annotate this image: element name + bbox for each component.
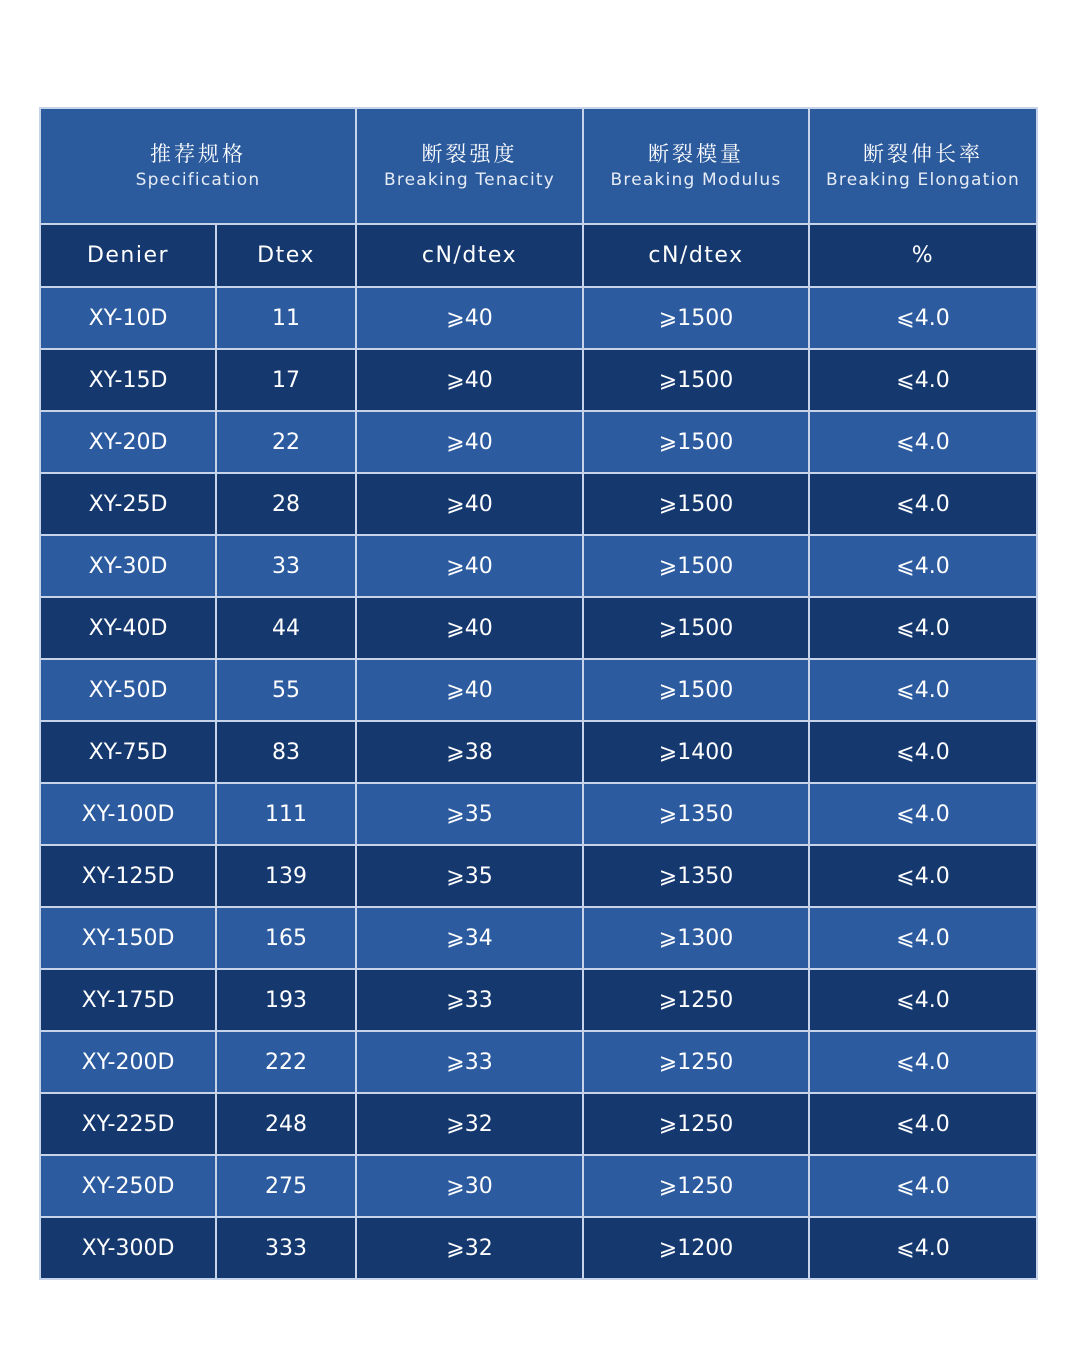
cell-denier: XY-25D	[40, 473, 216, 535]
cell-elongation: ⩽4.0	[809, 1031, 1037, 1093]
cell-modulus: ⩾1300	[583, 907, 809, 969]
cell-modulus: ⩾1250	[583, 969, 809, 1031]
cell-dtex: 11	[216, 287, 356, 349]
cell-modulus: ⩾1200	[583, 1217, 809, 1279]
cell-denier: XY-100D	[40, 783, 216, 845]
cell-dtex: 55	[216, 659, 356, 721]
cell-dtex: 165	[216, 907, 356, 969]
cell-elongation: ⩽4.0	[809, 1155, 1037, 1217]
table-row	[40, 473, 1037, 535]
table-row	[40, 783, 1037, 845]
cell-tenacity: ⩾40	[356, 349, 583, 411]
cell-denier: XY-225D	[40, 1093, 216, 1155]
cell-dtex: 333	[216, 1217, 356, 1279]
cell-dtex: 111	[216, 783, 356, 845]
header-breaking-modulus	[583, 108, 809, 224]
table-row	[40, 411, 1037, 473]
cell-elongation: ⩽4.0	[809, 783, 1037, 845]
cell-modulus: ⩾1500	[583, 411, 809, 473]
unit-tenacity: cN/dtex	[356, 224, 583, 287]
header-row	[40, 108, 1037, 224]
cell-tenacity: ⩾32	[356, 1217, 583, 1279]
cell-dtex: 17	[216, 349, 356, 411]
cell-denier: XY-30D	[40, 535, 216, 597]
cell-tenacity: ⩾38	[356, 721, 583, 783]
cell-elongation: ⩽4.0	[809, 969, 1037, 1031]
cell-elongation: ⩽4.0	[809, 349, 1037, 411]
table-row	[40, 1155, 1037, 1217]
cell-dtex: 44	[216, 597, 356, 659]
table-row	[40, 535, 1037, 597]
cell-tenacity: ⩾33	[356, 1031, 583, 1093]
table-row	[40, 349, 1037, 411]
header-specification-zh: 推荐规格	[150, 142, 246, 166]
cell-elongation: ⩽4.0	[809, 907, 1037, 969]
cell-denier: XY-20D	[40, 411, 216, 473]
cell-dtex: 33	[216, 535, 356, 597]
cell-denier: XY-300D	[40, 1217, 216, 1279]
table-row	[40, 1031, 1037, 1093]
table-row	[40, 1217, 1037, 1279]
header-breaking-elongation	[809, 108, 1037, 224]
cell-modulus: ⩾1500	[583, 349, 809, 411]
cell-denier: XY-200D	[40, 1031, 216, 1093]
cell-tenacity: ⩾40	[356, 411, 583, 473]
cell-tenacity: ⩾40	[356, 659, 583, 721]
cell-elongation: ⩽4.0	[809, 721, 1037, 783]
cell-elongation: ⩽4.0	[809, 411, 1037, 473]
table-row	[40, 659, 1037, 721]
header-specification-en: Specification	[135, 170, 261, 190]
cell-elongation: ⩽4.0	[809, 659, 1037, 721]
cell-modulus: ⩾1500	[583, 287, 809, 349]
cell-denier: XY-50D	[40, 659, 216, 721]
cell-elongation: ⩽4.0	[809, 845, 1037, 907]
cell-modulus: ⩾1500	[583, 535, 809, 597]
cell-modulus: ⩾1350	[583, 783, 809, 845]
cell-tenacity: ⩾40	[356, 473, 583, 535]
cell-tenacity: ⩾32	[356, 1093, 583, 1155]
cell-elongation: ⩽4.0	[809, 1217, 1037, 1279]
cell-denier: XY-175D	[40, 969, 216, 1031]
cell-denier: XY-40D	[40, 597, 216, 659]
cell-elongation: ⩽4.0	[809, 287, 1037, 349]
cell-denier: XY-150D	[40, 907, 216, 969]
table-row	[40, 287, 1037, 349]
cell-dtex: 139	[216, 845, 356, 907]
unit-modulus: cN/dtex	[583, 224, 809, 287]
cell-tenacity: ⩾35	[356, 783, 583, 845]
cell-dtex: 222	[216, 1031, 356, 1093]
cell-modulus: ⩾1500	[583, 473, 809, 535]
table-row	[40, 969, 1037, 1031]
cell-modulus: ⩾1350	[583, 845, 809, 907]
cell-modulus: ⩾1250	[583, 1093, 809, 1155]
cell-elongation: ⩽4.0	[809, 535, 1037, 597]
cell-dtex: 28	[216, 473, 356, 535]
cell-tenacity: ⩾35	[356, 845, 583, 907]
cell-dtex: 22	[216, 411, 356, 473]
cell-dtex: 248	[216, 1093, 356, 1155]
cell-denier: XY-250D	[40, 1155, 216, 1217]
header-breaking-modulus-zh: 断裂模量	[648, 142, 744, 166]
cell-dtex: 275	[216, 1155, 356, 1217]
unit-row	[40, 224, 1037, 287]
cell-denier: XY-125D	[40, 845, 216, 907]
cell-tenacity: ⩾30	[356, 1155, 583, 1217]
cell-elongation: ⩽4.0	[809, 597, 1037, 659]
cell-tenacity: ⩾40	[356, 287, 583, 349]
cell-elongation: ⩽4.0	[809, 473, 1037, 535]
cell-modulus: ⩾1500	[583, 659, 809, 721]
unit-dtex: Dtex	[216, 224, 356, 287]
cell-modulus: ⩾1400	[583, 721, 809, 783]
cell-tenacity: ⩾40	[356, 597, 583, 659]
cell-modulus: ⩾1500	[583, 597, 809, 659]
cell-tenacity: ⩾33	[356, 969, 583, 1031]
header-breaking-tenacity-zh: 断裂强度	[421, 142, 518, 166]
header-breaking-elongation-zh: 断裂伸长率	[863, 142, 983, 166]
unit-denier: Denier	[40, 224, 216, 287]
table-row	[40, 721, 1037, 783]
cell-modulus: ⩾1250	[583, 1155, 809, 1217]
cell-denier: XY-15D	[40, 349, 216, 411]
unit-elongation: %	[809, 224, 1037, 287]
cell-denier: XY-10D	[40, 287, 216, 349]
cell-denier: XY-75D	[40, 721, 216, 783]
header-breaking-elongation-en: Breaking Elongation	[826, 170, 1020, 190]
header-breaking-modulus-en: Breaking Modulus	[610, 170, 782, 190]
cell-tenacity: ⩾34	[356, 907, 583, 969]
table-row	[40, 597, 1037, 659]
cell-modulus: ⩾1250	[583, 1031, 809, 1093]
cell-elongation: ⩽4.0	[809, 1093, 1037, 1155]
table-row	[40, 907, 1037, 969]
header-specification	[40, 108, 356, 224]
table-row	[40, 1093, 1037, 1155]
cell-tenacity: ⩾40	[356, 535, 583, 597]
table-row	[40, 845, 1037, 907]
cell-dtex: 83	[216, 721, 356, 783]
cell-dtex: 193	[216, 969, 356, 1031]
spec-table	[39, 107, 1038, 1280]
header-breaking-tenacity	[356, 108, 583, 224]
header-breaking-tenacity-en: Breaking Tenacity	[383, 170, 556, 190]
